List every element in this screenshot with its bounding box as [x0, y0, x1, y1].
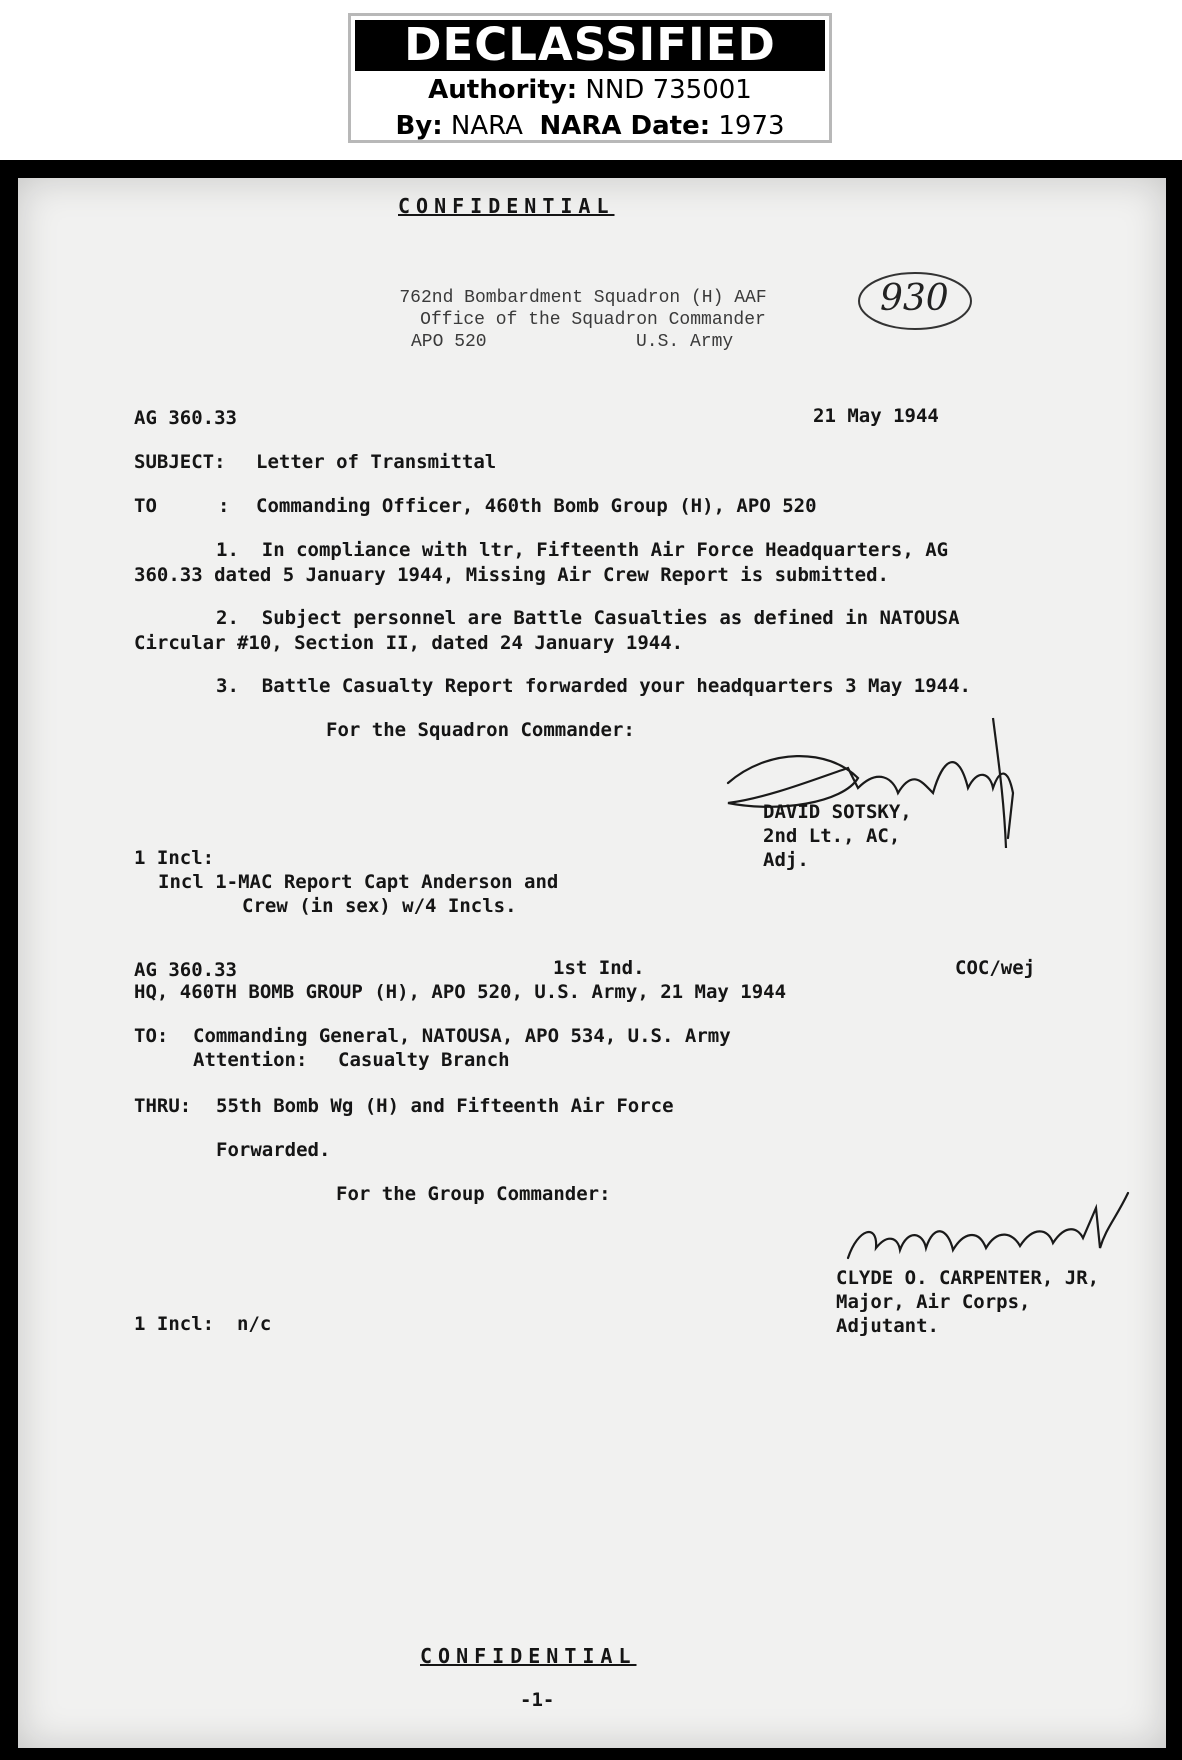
signer-name-carpenter: CLYDE O. CARPENTER, JR, — [836, 1267, 1100, 1289]
to-label: TO — [134, 495, 157, 517]
paragraph-3: 3. Battle Casualty Report forwarded your headquarters 3 May 1944. — [216, 675, 971, 697]
to-addressee: Commanding Officer, 460th Bomb Group (H), APO 520 — [256, 495, 817, 517]
indorsement-to: Commanding General, NATOUSA, APO 534, U.S. Army — [193, 1025, 731, 1047]
to-colon: : — [218, 495, 230, 517]
inclosure-label: 1 Incl: — [134, 847, 215, 869]
signer-title-carpenter: Adjutant. — [836, 1315, 939, 1337]
letterhead-office: Office of the Squadron Commander — [420, 310, 766, 330]
signature-carpenter — [838, 1188, 1158, 1278]
stamp-by-value: NARA — [450, 111, 523, 141]
indorsement-file-reference: AG 360.33 — [134, 959, 237, 981]
signer-rank-sotsky: 2nd Lt., AC, — [763, 825, 901, 847]
letter-closing: For the Squadron Commander: — [326, 719, 635, 741]
document-page — [18, 178, 1166, 1748]
indorsement-closing: For the Group Commander: — [336, 1183, 611, 1205]
classification-bottom: CONFIDENTIAL — [420, 1644, 637, 1668]
classification-top: CONFIDENTIAL — [398, 194, 615, 218]
stamp-heading: DECLASSIFIED — [355, 20, 825, 71]
indorsement-thru-label: THRU: — [134, 1095, 192, 1117]
handwritten-number: 930 — [880, 278, 949, 319]
stamp-authority-value: NND 735001 — [585, 75, 752, 105]
stamp-date-label: NARA Date: — [539, 111, 711, 141]
page-number: -1- — [520, 1689, 555, 1711]
declassified-stamp — [348, 13, 832, 143]
indorsement-attention: Casualty Branch — [338, 1049, 510, 1071]
file-reference: AG 360.33 — [134, 407, 237, 429]
indorsement-label: 1st Ind. — [553, 957, 645, 979]
indorsement-thru: 55th Bomb Wg (H) and Fifteenth Air Force — [216, 1095, 674, 1117]
signer-rank-carpenter: Major, Air Corps, — [836, 1291, 1031, 1313]
indorsement-forwarded: Forwarded. — [216, 1139, 331, 1161]
letterhead-army: U.S. Army — [636, 332, 734, 352]
indorsement-to-label: TO: — [134, 1025, 169, 1047]
paragraph-1-line-1: 1. In compliance with ltr, Fifteenth Air Force Headquarters, AG — [216, 539, 949, 561]
indorsement-initials: COC/wej — [955, 957, 1036, 979]
scanned-page-frame — [0, 160, 1182, 1760]
stamp-authority-label: Authority: — [428, 75, 578, 105]
letter-date: 21 May 1944 — [813, 405, 939, 427]
stamp-by-label: By: — [395, 111, 443, 141]
stamp-by-line — [351, 109, 829, 143]
letterhead-unit: 762nd Bombardment Squadron (H) AAF — [399, 288, 767, 308]
letterhead-apo: APO 520 — [411, 332, 487, 352]
signer-title-sotsky: Adj. — [763, 849, 809, 871]
signer-name-sotsky: DAVID SOTSKY, — [763, 801, 912, 823]
subject-label: SUBJECT: — [134, 451, 226, 473]
paragraph-2-line-2: Circular #10, Section II, dated 24 January 1944. — [134, 632, 684, 654]
paragraph-2-line-1: 2. Subject personnel are Battle Casualties as defined in NATOUSA — [216, 607, 960, 629]
paragraph-1-line-2: 360.33 dated 5 January 1944, Missing Air Crew Report is submitted. — [134, 564, 889, 586]
inclosure-line-2: Crew (in sex) w/4 Incls. — [242, 895, 517, 917]
indorsement-hq-line: HQ, 460TH BOMB GROUP (H), APO 520, U.S. Army, 21 May 1944 — [134, 981, 787, 1003]
indorsement-attention-label: Attention: — [193, 1049, 308, 1071]
stamp-authority-line — [351, 71, 829, 109]
inclosure-line-1: Incl 1-MAC Report Capt Anderson and — [158, 871, 559, 893]
indorsement-inclosure: 1 Incl: n/c — [134, 1313, 272, 1335]
subject-text: Letter of Transmittal — [256, 451, 497, 473]
stamp-date-value: 1973 — [718, 111, 785, 141]
